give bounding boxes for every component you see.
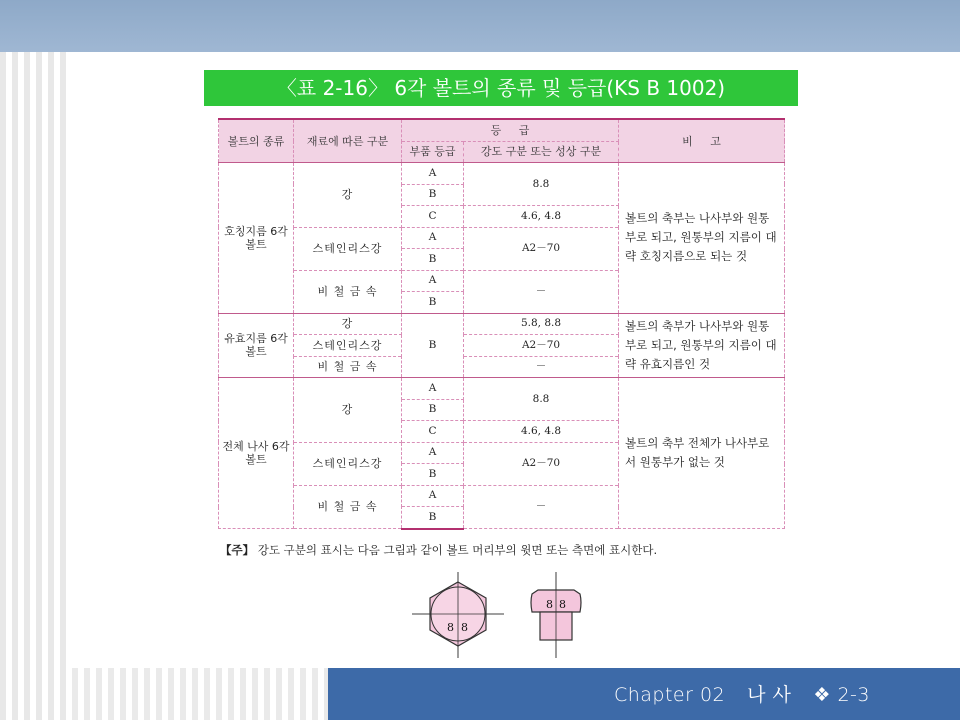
material-cell: 비 철 금 속	[294, 485, 402, 529]
bolt-type-cell: 호칭지름 6각 볼트	[219, 163, 294, 314]
strength-mark: 8	[559, 598, 566, 611]
top-banner	[0, 0, 960, 52]
strength-mark: 8	[447, 621, 454, 634]
header-bolt-type: 볼트의 종류	[219, 119, 294, 163]
part-grade-cell: B	[402, 399, 464, 421]
part-grade-cell: B	[402, 184, 464, 206]
table-row	[219, 378, 785, 400]
material-cell: 강	[294, 313, 402, 335]
chapter-name: 나 사	[747, 684, 792, 706]
strength-cell: A2－70	[464, 227, 619, 270]
footnote	[220, 542, 657, 558]
material-cell: 강	[294, 163, 402, 228]
table-row	[219, 313, 785, 335]
strength-cell: －	[464, 270, 619, 313]
page-number: ❖ 2-3	[813, 684, 870, 706]
footer-stripe-decoration	[72, 668, 328, 720]
table-header-row	[219, 119, 785, 141]
part-grade-cell: A	[402, 442, 464, 464]
part-grade-cell: B	[402, 507, 464, 529]
part-grade-cell: C	[402, 421, 464, 443]
bolt-head-marking-diagram	[410, 572, 590, 660]
part-grade-cell: B	[402, 313, 464, 378]
material-cell: 스테인리스강	[294, 442, 402, 485]
part-grade-cell: A	[402, 378, 464, 400]
part-grade-cell: A	[402, 163, 464, 185]
chapter-label: Chapter 02	[613, 684, 726, 706]
part-grade-cell: C	[402, 206, 464, 228]
material-cell: 스테인리스강	[294, 227, 402, 270]
part-grade-cell: B	[402, 464, 464, 486]
bolt-side-view	[531, 572, 581, 658]
material-cell: 스테인리스강	[294, 335, 402, 357]
strength-cell: A2－70	[464, 335, 619, 357]
strength-mark: 8	[546, 598, 553, 611]
strength-cell: A2－70	[464, 442, 619, 485]
footer-text	[614, 680, 870, 707]
strength-cell: 4.6, 4.8	[464, 206, 619, 228]
bolt-type-cell: 전체 나사 6각 볼트	[219, 378, 294, 529]
part-grade-cell: B	[402, 292, 464, 314]
header-strength: 강도 구분 또는 성상 구분	[464, 141, 619, 163]
header-part-grade: 부품 등급	[402, 141, 464, 163]
header-grade: 등 급	[402, 119, 619, 141]
strength-cell: 5.8, 8.8	[464, 313, 619, 335]
material-cell: 비 철 금 속	[294, 356, 402, 378]
material-cell: 강	[294, 378, 402, 443]
material-cell: 비 철 금 속	[294, 270, 402, 313]
strength-mark: 8	[461, 621, 468, 634]
footer-bar	[328, 668, 960, 720]
remarks-cell: 볼트의 축부 전체가 나사부로서 원통부가 없는 것	[619, 378, 785, 529]
left-stripe-decoration	[0, 52, 72, 720]
strength-cell: 8.8	[464, 378, 619, 421]
header-material: 재료에 따른 구분	[294, 119, 402, 163]
strength-cell: 8.8	[464, 163, 619, 206]
part-grade-cell: A	[402, 485, 464, 507]
table-row	[219, 163, 785, 185]
part-grade-cell: A	[402, 227, 464, 249]
bolt-type-cell: 유효지름 6각 볼트	[219, 313, 294, 378]
footnote-text: 강도 구분의 표시는 다음 그림과 같이 볼트 머리부의 윗면 또는 측면에 표시한다.	[254, 543, 658, 557]
part-grade-cell: B	[402, 249, 464, 271]
bolt-grade-table	[218, 118, 785, 530]
header-remarks: 비 고	[619, 119, 785, 163]
remarks-cell: 볼트의 축부는 나사부와 원통부로 되고, 원통부의 지름이 대략 호칭지름으로 되는 것	[619, 163, 785, 314]
remarks-cell: 볼트의 축부가 나사부와 원통부로 되고, 원통부의 지름이 대략 유효지름인 것	[619, 313, 785, 378]
hex-bolt-top-view	[412, 572, 504, 658]
strength-cell: 4.6, 4.8	[464, 421, 619, 443]
table-title: 〈표 2-16〉 6각 볼트의 종류 및 등급(KS B 1002)	[204, 70, 798, 106]
footnote-tag: 【주】	[220, 543, 255, 557]
strength-cell: －	[464, 485, 619, 529]
part-grade-cell: A	[402, 270, 464, 292]
strength-cell: －	[464, 356, 619, 378]
